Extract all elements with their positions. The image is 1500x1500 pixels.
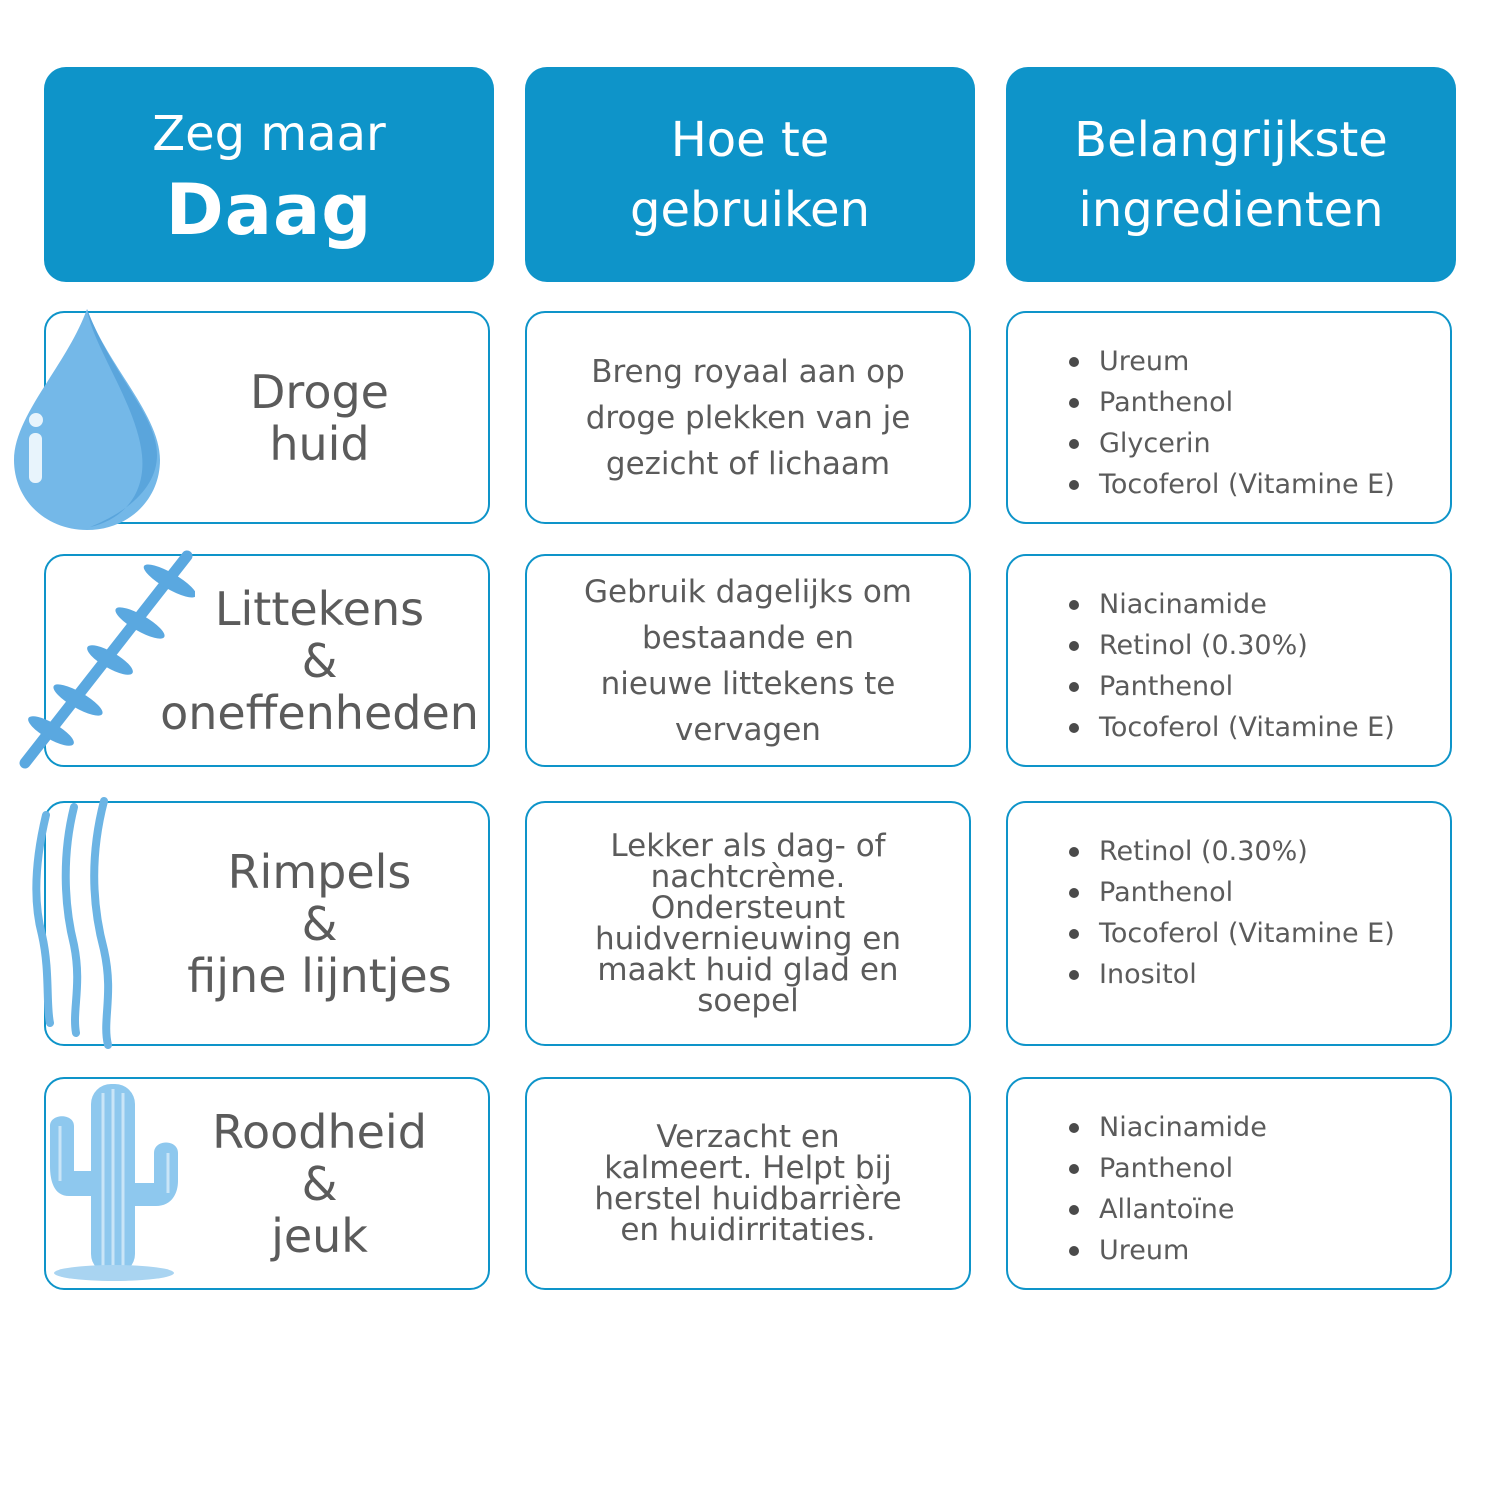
usage-text bbox=[547, 1079, 949, 1288]
card-usage-redness bbox=[525, 1077, 971, 1290]
header-line-2: ingredienten bbox=[1078, 181, 1384, 238]
cactus-icon bbox=[44, 1081, 184, 1286]
usage-line: nieuwe littekens te bbox=[600, 665, 896, 702]
ingredient: Inositol bbox=[1099, 959, 1197, 990]
card-ingredients-scars bbox=[1006, 554, 1452, 767]
card-usage-dry-skin bbox=[525, 311, 971, 524]
list-item bbox=[1066, 913, 1395, 954]
list-item bbox=[1066, 954, 1395, 995]
title-line: huid bbox=[269, 416, 370, 471]
usage-line: nachtcrème. bbox=[650, 858, 846, 895]
ingredient-list bbox=[1066, 341, 1395, 505]
usage-line: en huidirritaties. bbox=[620, 1211, 876, 1248]
card-title bbox=[151, 1079, 488, 1288]
usage-line: Lekker als dag- of bbox=[610, 827, 886, 864]
list-item bbox=[1066, 341, 1395, 382]
card-ingredients-redness bbox=[1006, 1077, 1452, 1290]
title-line: & bbox=[301, 896, 338, 951]
usage-line: huidvernieuwing en bbox=[594, 920, 902, 957]
wavy-lines-icon bbox=[32, 795, 124, 1053]
usage-line: kalmeert. Helpt bij bbox=[604, 1149, 892, 1186]
usage-line: droge plekken van je bbox=[585, 399, 911, 436]
usage-line: vervagen bbox=[675, 711, 821, 748]
list-item bbox=[1066, 1107, 1267, 1148]
header-brand: Daag bbox=[165, 168, 373, 251]
ingredient: Glycerin bbox=[1099, 428, 1211, 459]
usage-line: herstel huidbarrière bbox=[594, 1180, 902, 1217]
list-item bbox=[1066, 423, 1395, 464]
card-ingredients-dry-skin bbox=[1006, 311, 1452, 524]
usage-line: Ondersteunt bbox=[650, 889, 846, 926]
bullet-icon bbox=[1069, 1164, 1079, 1174]
bullet-icon bbox=[1069, 1123, 1079, 1133]
ingredient: Retinol (0.30%) bbox=[1099, 630, 1308, 661]
title-line: Droge bbox=[250, 364, 389, 419]
bullet-icon bbox=[1069, 600, 1079, 610]
ingredient: Tocoferol (Vitamine E) bbox=[1099, 469, 1395, 500]
list-item bbox=[1066, 584, 1395, 625]
usage-line: gezicht of lichaam bbox=[605, 445, 891, 482]
usage-line: Gebruik dagelijks om bbox=[584, 573, 912, 610]
title-line: Roodheid bbox=[212, 1104, 427, 1159]
header-line-2: gebruiken bbox=[630, 181, 870, 238]
title-line: Littekens bbox=[214, 581, 425, 636]
bullet-icon bbox=[1069, 970, 1079, 980]
list-item bbox=[1066, 464, 1395, 505]
water-drop-icon bbox=[12, 305, 162, 533]
bullet-icon bbox=[1069, 480, 1079, 490]
title-line: & bbox=[301, 633, 338, 688]
ingredient: Allantoïne bbox=[1099, 1194, 1235, 1225]
usage-line: soepel bbox=[697, 982, 799, 1019]
bullet-icon bbox=[1069, 398, 1079, 408]
ingredient: Panthenol bbox=[1099, 671, 1234, 702]
card-usage-scars bbox=[525, 554, 971, 767]
usage-text bbox=[547, 556, 949, 765]
card-title bbox=[151, 556, 488, 765]
list-item bbox=[1066, 1189, 1267, 1230]
card-title bbox=[151, 803, 488, 1044]
usage-line: Breng royaal aan op bbox=[591, 353, 905, 390]
ingredient-list bbox=[1066, 1107, 1267, 1271]
usage-line: bestaande en bbox=[641, 619, 855, 656]
bullet-icon bbox=[1069, 439, 1079, 449]
title-line: fijne lijntjes bbox=[187, 948, 452, 1003]
title-line: oneffenheden bbox=[160, 685, 479, 740]
list-item bbox=[1066, 1230, 1267, 1271]
bullet-icon bbox=[1069, 1205, 1079, 1215]
list-item bbox=[1066, 625, 1395, 666]
header-line-1: Zeg maar bbox=[152, 105, 386, 162]
ingredient: Niacinamide bbox=[1099, 589, 1267, 620]
ingredient: Panthenol bbox=[1099, 387, 1234, 418]
list-item bbox=[1066, 382, 1395, 423]
ingredient: Niacinamide bbox=[1099, 1112, 1267, 1143]
bullet-icon bbox=[1069, 847, 1079, 857]
list-item bbox=[1066, 666, 1395, 707]
title-line: Rimpels bbox=[227, 844, 412, 899]
header-ingredients bbox=[1006, 67, 1456, 282]
ingredient: Retinol (0.30%) bbox=[1099, 836, 1308, 867]
ingredient: Ureum bbox=[1099, 1235, 1190, 1266]
ingredient: Panthenol bbox=[1099, 1153, 1234, 1184]
ingredient: Ureum bbox=[1099, 346, 1190, 377]
bullet-icon bbox=[1069, 682, 1079, 692]
scar-stitches-icon bbox=[15, 548, 195, 773]
usage-text bbox=[547, 313, 949, 522]
bullet-icon bbox=[1069, 357, 1079, 367]
header-line-1: Belangrijkste bbox=[1074, 111, 1388, 168]
list-item bbox=[1066, 831, 1395, 872]
list-item bbox=[1066, 1148, 1267, 1189]
card-usage-wrinkles bbox=[525, 801, 971, 1046]
card-ingredients-wrinkles bbox=[1006, 801, 1452, 1046]
bullet-icon bbox=[1069, 723, 1079, 733]
usage-text bbox=[547, 803, 949, 1044]
bullet-icon bbox=[1069, 1246, 1079, 1256]
ingredient-list bbox=[1066, 584, 1395, 748]
ingredient: Tocoferol (Vitamine E) bbox=[1099, 712, 1395, 743]
title-line: & bbox=[301, 1156, 338, 1211]
list-item bbox=[1066, 707, 1395, 748]
usage-line: maakt huid glad en bbox=[597, 951, 899, 988]
header-skin-type bbox=[44, 67, 494, 282]
header-line-1: Hoe te bbox=[670, 111, 830, 168]
title-line: jeuk bbox=[271, 1208, 368, 1263]
header-usage bbox=[525, 67, 975, 282]
list-item bbox=[1066, 872, 1395, 913]
bullet-icon bbox=[1069, 888, 1079, 898]
card-title bbox=[151, 313, 488, 522]
bullet-icon bbox=[1069, 641, 1079, 651]
usage-line: Verzacht en bbox=[656, 1118, 840, 1155]
ingredient-list bbox=[1066, 831, 1395, 995]
ingredient: Panthenol bbox=[1099, 877, 1234, 908]
bullet-icon bbox=[1069, 929, 1079, 939]
ingredient: Tocoferol (Vitamine E) bbox=[1099, 918, 1395, 949]
